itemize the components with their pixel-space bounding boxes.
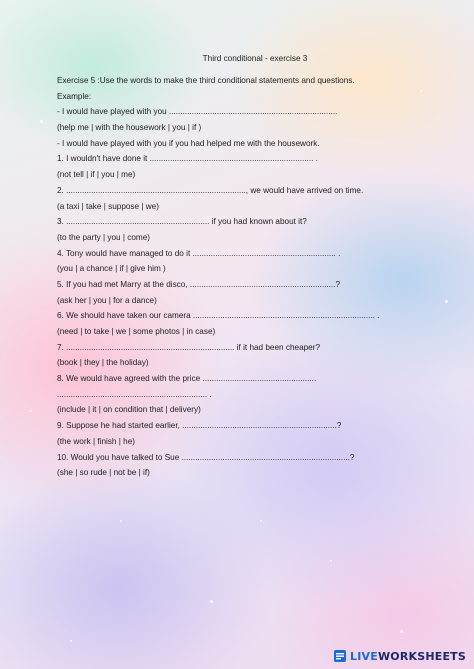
example-prompt: (help me | with the housework | you | if ) — [57, 123, 202, 133]
question-1-prompt: (not tell | if | you | me) — [57, 170, 136, 180]
question-8: 8. We would have agreed with the price .................................................. — [57, 374, 317, 384]
question-1: 1. I wouldn't have done it ........................................................................ . — [57, 154, 318, 164]
example-sentence: - I would have played with you .......................................................................... — [57, 107, 338, 117]
question-7: 7. .......................................................................... if it had been cheaper? — [57, 342, 321, 352]
question-10-prompt: (she | so rude | not be | if) — [57, 468, 150, 478]
question-5: 5. If you had met Marry at the disco, ................................................................? — [57, 279, 341, 289]
worksheet — [57, 54, 437, 481]
question-6: 6. We should have taken our camera ................................................................................ . — [57, 311, 380, 321]
question-10: 10. Would you have talked to Sue ..........................................................................? — [57, 452, 355, 462]
liveworksheets-brand[interactable] — [333, 649, 466, 663]
brand-live-text: LIVE — [350, 649, 378, 663]
question-3: 3. ............................................................... if you had known about it? — [57, 217, 307, 227]
question-8-continuation: .................................................................. . — [57, 389, 212, 399]
liveworksheets-logo-icon — [333, 649, 347, 663]
question-5-prompt: (ask her | you | for a dance) — [57, 295, 157, 305]
question-9-prompt: (the work | finish | he) — [57, 436, 135, 446]
question-7-prompt: (book | they | the holiday) — [57, 358, 149, 368]
question-9: 9. Suppose he had started earlier, ....................................................................? — [57, 421, 342, 431]
question-4: 4. Tony would have managed to do it ............................................................... . — [57, 248, 341, 258]
worksheet-title: Third conditional - exercise 3 — [202, 54, 308, 63]
question-4-prompt: (you | a chance | if | give him ) — [57, 264, 166, 274]
example-label: Example: — [57, 91, 92, 101]
exercise-lines — [57, 73, 437, 481]
example-answer: - I would have played with you if you had helped me with the housework. — [57, 138, 320, 148]
question-3-prompt: (to the party | you | come) — [57, 232, 150, 242]
question-2: 2. ..............................................................................., we would have arrived on time. — [57, 185, 364, 195]
question-2-prompt: (a taxi | take | suppose | we) — [57, 201, 159, 211]
question-8-prompt: (include | it | on condition that | delivery) — [57, 405, 201, 415]
exercise-instruction: Exercise 5 :Use the words to make the third conditional statements and questions. — [57, 76, 355, 85]
question-6-prompt: (need | to take | we | some photos | in case) — [57, 327, 216, 336]
brand-worksheets-text: WORKSHEETS — [377, 649, 466, 663]
